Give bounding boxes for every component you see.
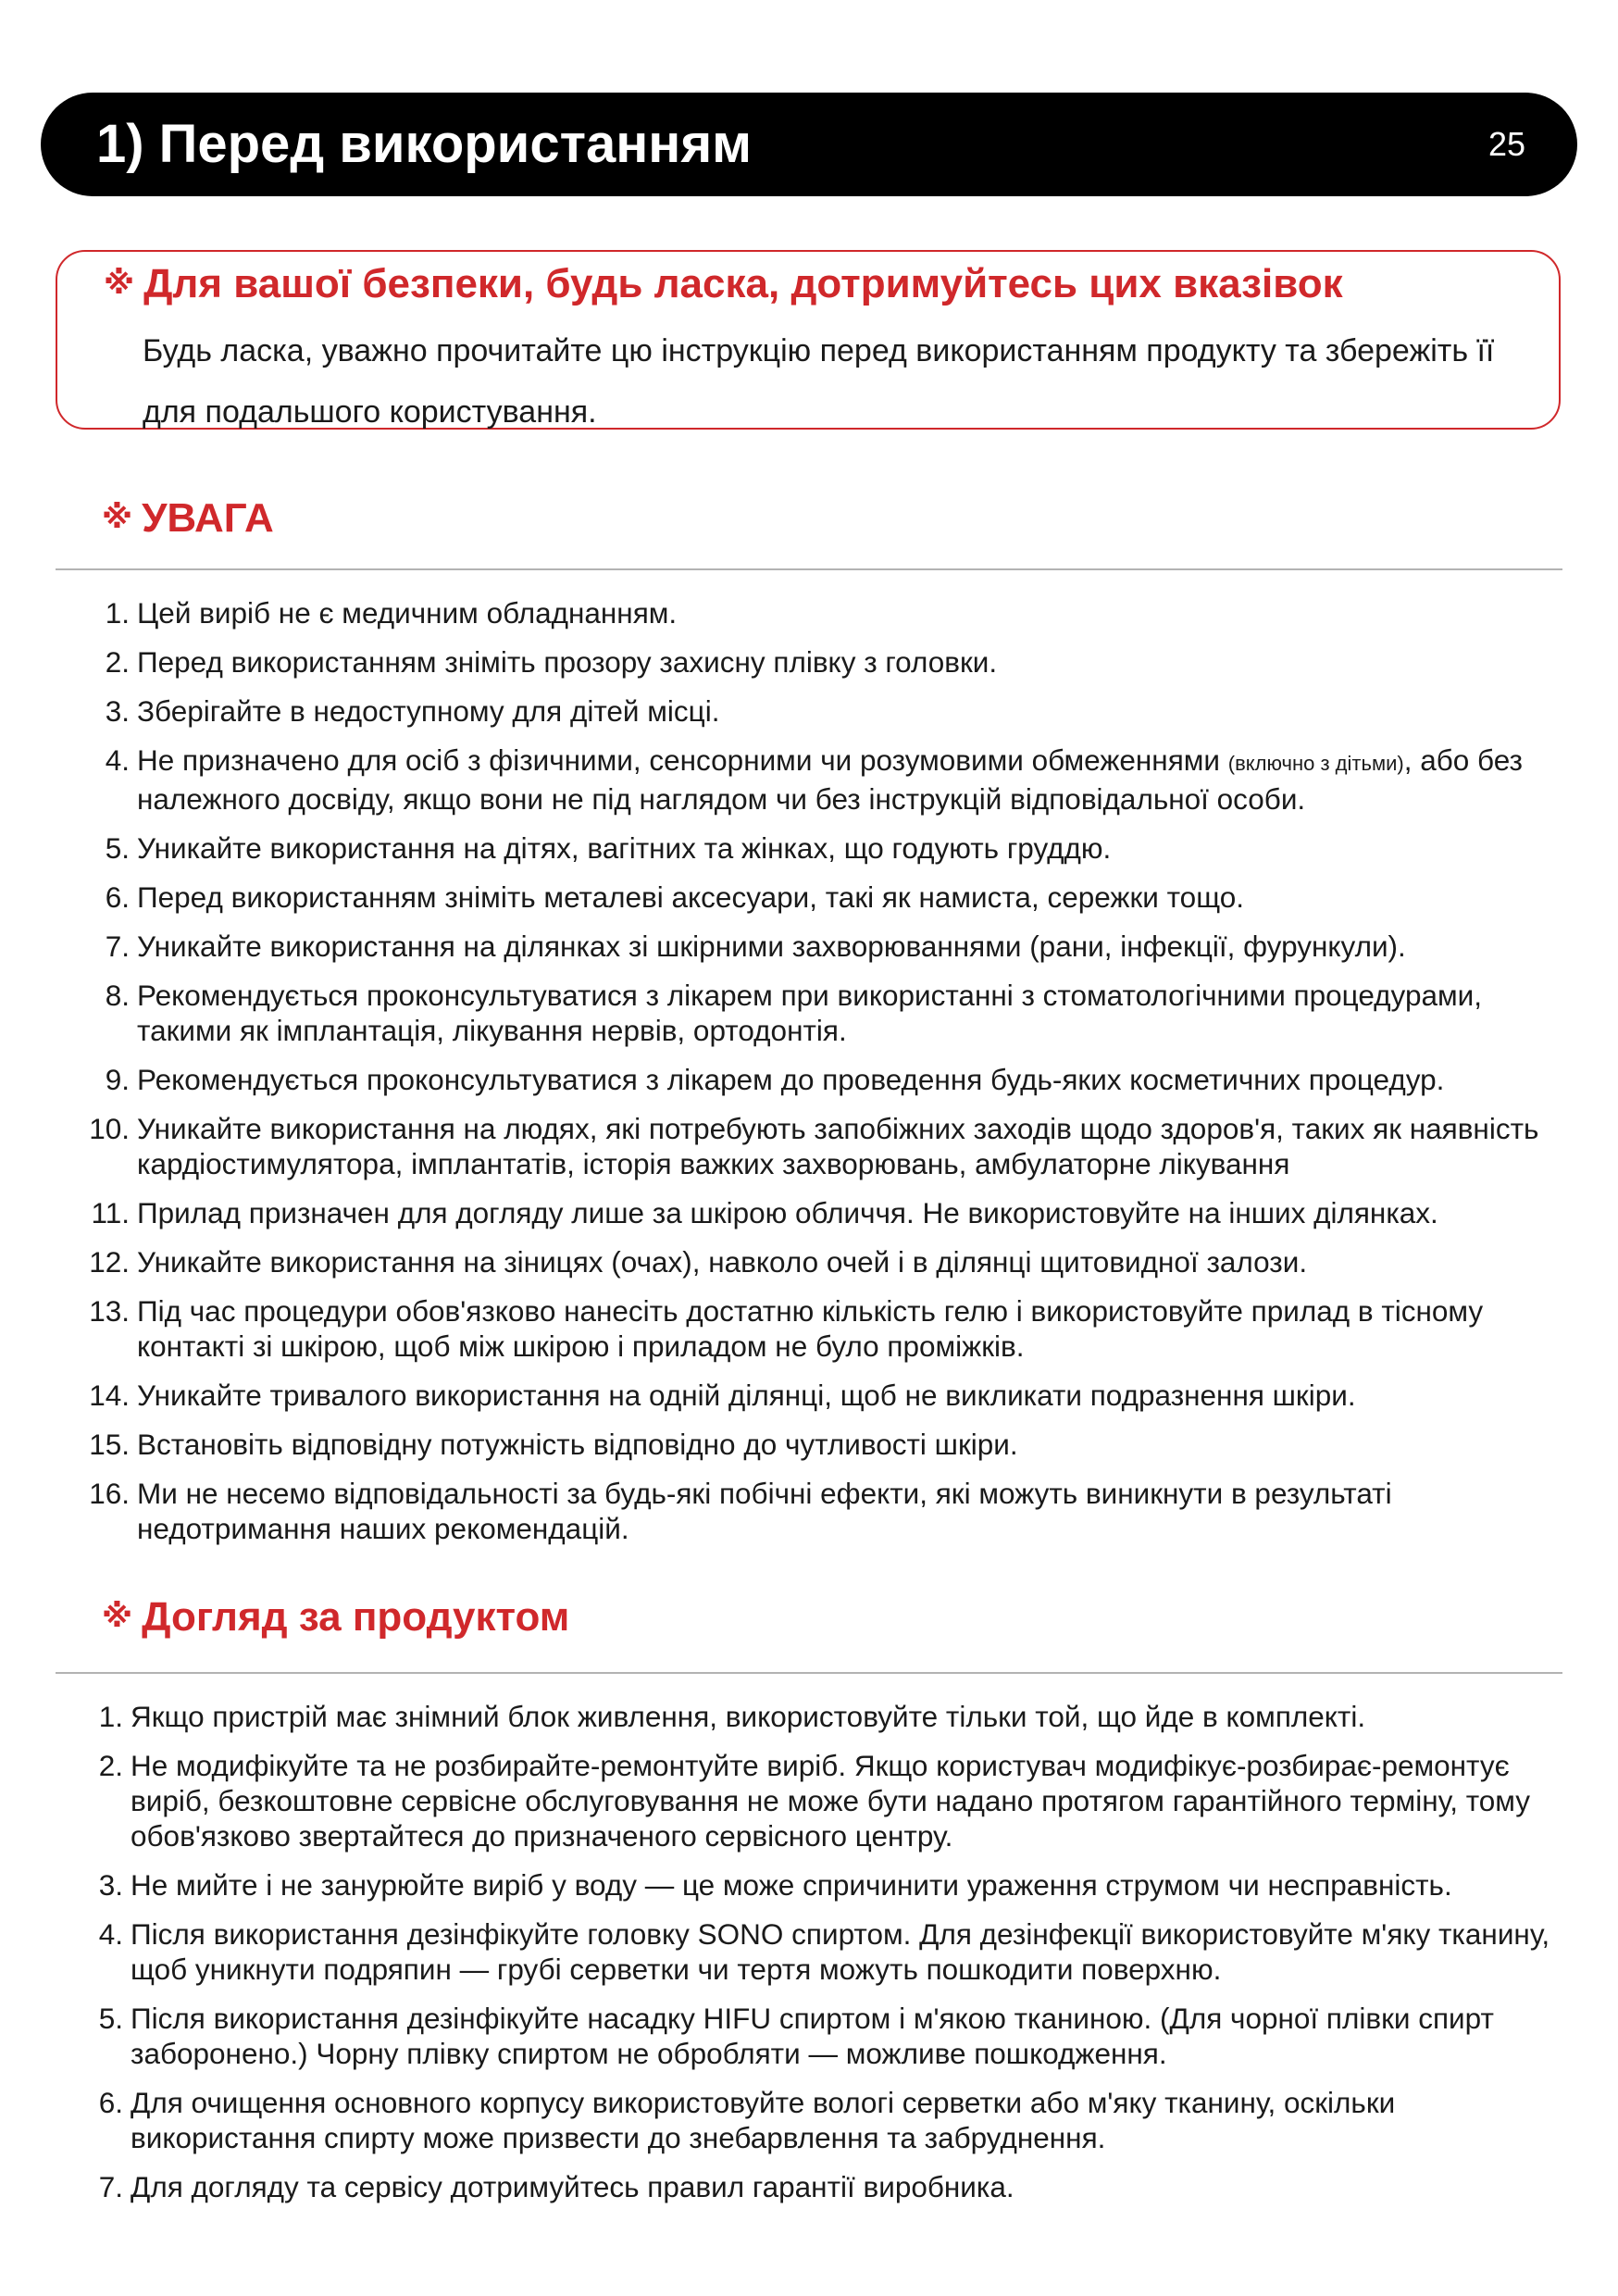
item-text: Прилад призначен для догляду лише за шкірою обличчя. Не використовуйте на інших ділянках. <box>137 1196 1438 1229</box>
item-text: Перед використанням зніміть металеві аксесуари, такі як намиста, сережки тощо. <box>137 880 1245 914</box>
item-number: 16. <box>89 1477 130 1510</box>
list-item <box>89 1427 1581 1462</box>
warning-list <box>89 595 1581 1546</box>
list-item <box>98 1916 1584 1987</box>
item-text: Встановіть відповідну потужність відповідно до чутливості шкіри. <box>137 1428 1018 1461</box>
item-number: 6. <box>98 2086 123 2119</box>
safety-notice-box <box>56 250 1561 430</box>
list-item <box>98 1699 1584 1734</box>
item-number: 1. <box>98 1700 123 1733</box>
safety-notice-title-text: Для вашої безпеки, будь ласка, дотримуйтесь цих вказівок <box>143 261 1343 306</box>
item-number: 14. <box>89 1379 130 1412</box>
item-text: Не модифікуйте та не розбирайте-ремонтуйте виріб. Якщо користувач модифікує-розбирає-ремонтує виріб, безкоштовне сервісне обслуговування не може бути надано протягом гарантійного терміну, тому обов'язково звертайтеся до призначеного сервісного центру. <box>131 1749 1531 1853</box>
item-text: Не призначено для осіб з фізичними, сенсорними чи розумовими обмеженнями <box>137 743 1221 777</box>
item-number: 4. <box>105 743 130 777</box>
item-text: Рекомендується проконсультуватися з лікарем до проведення будь-яких косметичних процедур. <box>137 1063 1445 1096</box>
page-title: 1) Перед використанням <box>96 114 753 174</box>
item-text: Під час процедури обов'язково нанесіть достатню кількість гелю і використовуйте прилад в тісному контакті зі шкірою, щоб між шкірою і приладом не було проміжків. <box>137 1294 1484 1363</box>
section-divider <box>56 568 1562 570</box>
warning-heading-text: УВАГА <box>142 495 274 541</box>
page-number: 25 <box>1487 125 1525 163</box>
item-text: Для догляду та сервісу дотримуйтесь правил гарантії виробника. <box>131 2170 1014 2203</box>
item-text: Перед використанням зніміть прозору захисну плівку з головки. <box>137 645 998 679</box>
item-number: 6. <box>105 880 130 914</box>
reference-mark-icon: ※ <box>102 500 133 536</box>
care-list <box>98 1699 1584 2204</box>
safety-notice-text: Будь ласка, уважно прочитайте цю інструкцію перед використанням продукту та збережіть її для подальшого користування. <box>143 333 1495 430</box>
list-item <box>98 2001 1584 2071</box>
item-text: Уникайте використання на людях, які потребують запобіжних заходів щодо здоров'я, таких як наявність кардіостимулятора, імплантатів, історія важких захворювань, амбулаторне лікування <box>137 1112 1539 1180</box>
item-text: Рекомендується проконсультуватися з лікарем при використанні з стоматологічними процедурами, такими як імплантація, лікування нервів, ортодонтія. <box>137 979 1482 1047</box>
safety-notice-title <box>104 261 1343 307</box>
item-text: Уникайте тривалого використання на одній ділянці, щоб не викликати подразнення шкіри. <box>137 1379 1356 1412</box>
item-number: 12. <box>89 1245 130 1279</box>
reference-mark-icon: ※ <box>102 1599 133 1635</box>
item-text: Після використання дезінфікуйте головку SONO спиртом. Для дезінфекції використовуйте м'яку тканину, щоб уникнути подряпин — грубі серветки чи тертя можуть пошкодити поверхню. <box>131 1917 1550 1986</box>
list-item <box>105 1062 1581 1097</box>
care-heading <box>102 1594 569 1641</box>
item-text: Зберігайте в недоступному для дітей місці. <box>137 694 720 728</box>
list-item <box>89 1293 1581 1364</box>
list-item <box>89 1378 1581 1413</box>
item-text-continued: , або без належного досвіду, якщо вони не під наглядом чи без інструкцій відповідальної особи. <box>137 743 1523 816</box>
list-item <box>105 693 1581 729</box>
list-item <box>98 2169 1584 2204</box>
list-item <box>105 595 1581 630</box>
list-item <box>98 1748 1584 1853</box>
item-text: Уникайте використання на ділянках зі шкірними захворюваннями (рани, інфекції, фурункули). <box>137 930 1406 963</box>
list-item <box>98 2085 1584 2155</box>
item-number: 2. <box>98 1749 123 1782</box>
list-item <box>105 978 1581 1048</box>
item-number: 3. <box>105 694 130 728</box>
list-item <box>89 1244 1581 1279</box>
item-number: 11. <box>91 1196 130 1229</box>
item-number: 10. <box>89 1112 130 1145</box>
page-header <box>41 93 1577 196</box>
care-heading-text: Догляд за продуктом <box>142 1594 570 1640</box>
item-small-note: (включно з дітьми) <box>1227 752 1404 775</box>
warning-heading <box>102 495 274 542</box>
reference-mark-icon: ※ <box>104 266 135 302</box>
list-item <box>105 644 1581 680</box>
item-number: 9. <box>105 1063 130 1096</box>
item-number: 13. <box>89 1294 130 1328</box>
list-item <box>89 1111 1581 1181</box>
list-item <box>105 880 1581 915</box>
item-text: Ми не несемо відповідальності за будь-які побічні ефекти, які можуть виникнути в результаті недотримання наших рекомендацій. <box>137 1477 1392 1545</box>
item-number: 3. <box>98 1868 123 1902</box>
item-number: 5. <box>105 831 130 865</box>
item-number: 7. <box>105 930 130 963</box>
item-text: Для очищення основного корпусу використовуйте вологі серветки або м'яку тканину, оскільки використання спирту може призвести до знебарвлення та забруднення. <box>131 2086 1396 2154</box>
list-item <box>91 1195 1581 1230</box>
list-item <box>98 1867 1584 1903</box>
item-text: Цей виріб не є медичним обладнанням. <box>137 596 678 630</box>
item-number: 4. <box>98 1917 123 1951</box>
item-text: Після використання дезінфікуйте насадку HIFU спиртом і м'якою тканиною. (Для чорної плівки спирт заборонено.) Чорну плівку спиртом не обробляти — можливе пошкодження. <box>131 2002 1494 2070</box>
item-number: 1. <box>105 596 130 630</box>
item-number: 15. <box>89 1428 130 1461</box>
item-number: 8. <box>105 979 130 1012</box>
item-number: 5. <box>98 2002 123 2035</box>
item-text: Уникайте використання на зіницях (очах), навколо очей і в ділянці щитовидної залози. <box>137 1245 1308 1279</box>
item-text: Уникайте використання на дітях, вагітних та жінках, що годують груддю. <box>137 831 1112 865</box>
list-item <box>105 742 1581 817</box>
item-text: Якщо пристрій має знімний блок живлення, використовуйте тільки той, що йде в комплекті. <box>131 1700 1366 1733</box>
list-item <box>105 929 1581 964</box>
item-number: 7. <box>98 2170 123 2203</box>
item-text: Не мийте і не занурюйте виріб у воду — це може спричинити ураження струмом чи несправність. <box>131 1868 1452 1902</box>
item-number: 2. <box>105 645 130 679</box>
list-item <box>105 830 1581 866</box>
list-item <box>89 1476 1581 1546</box>
section-divider <box>56 1672 1562 1674</box>
